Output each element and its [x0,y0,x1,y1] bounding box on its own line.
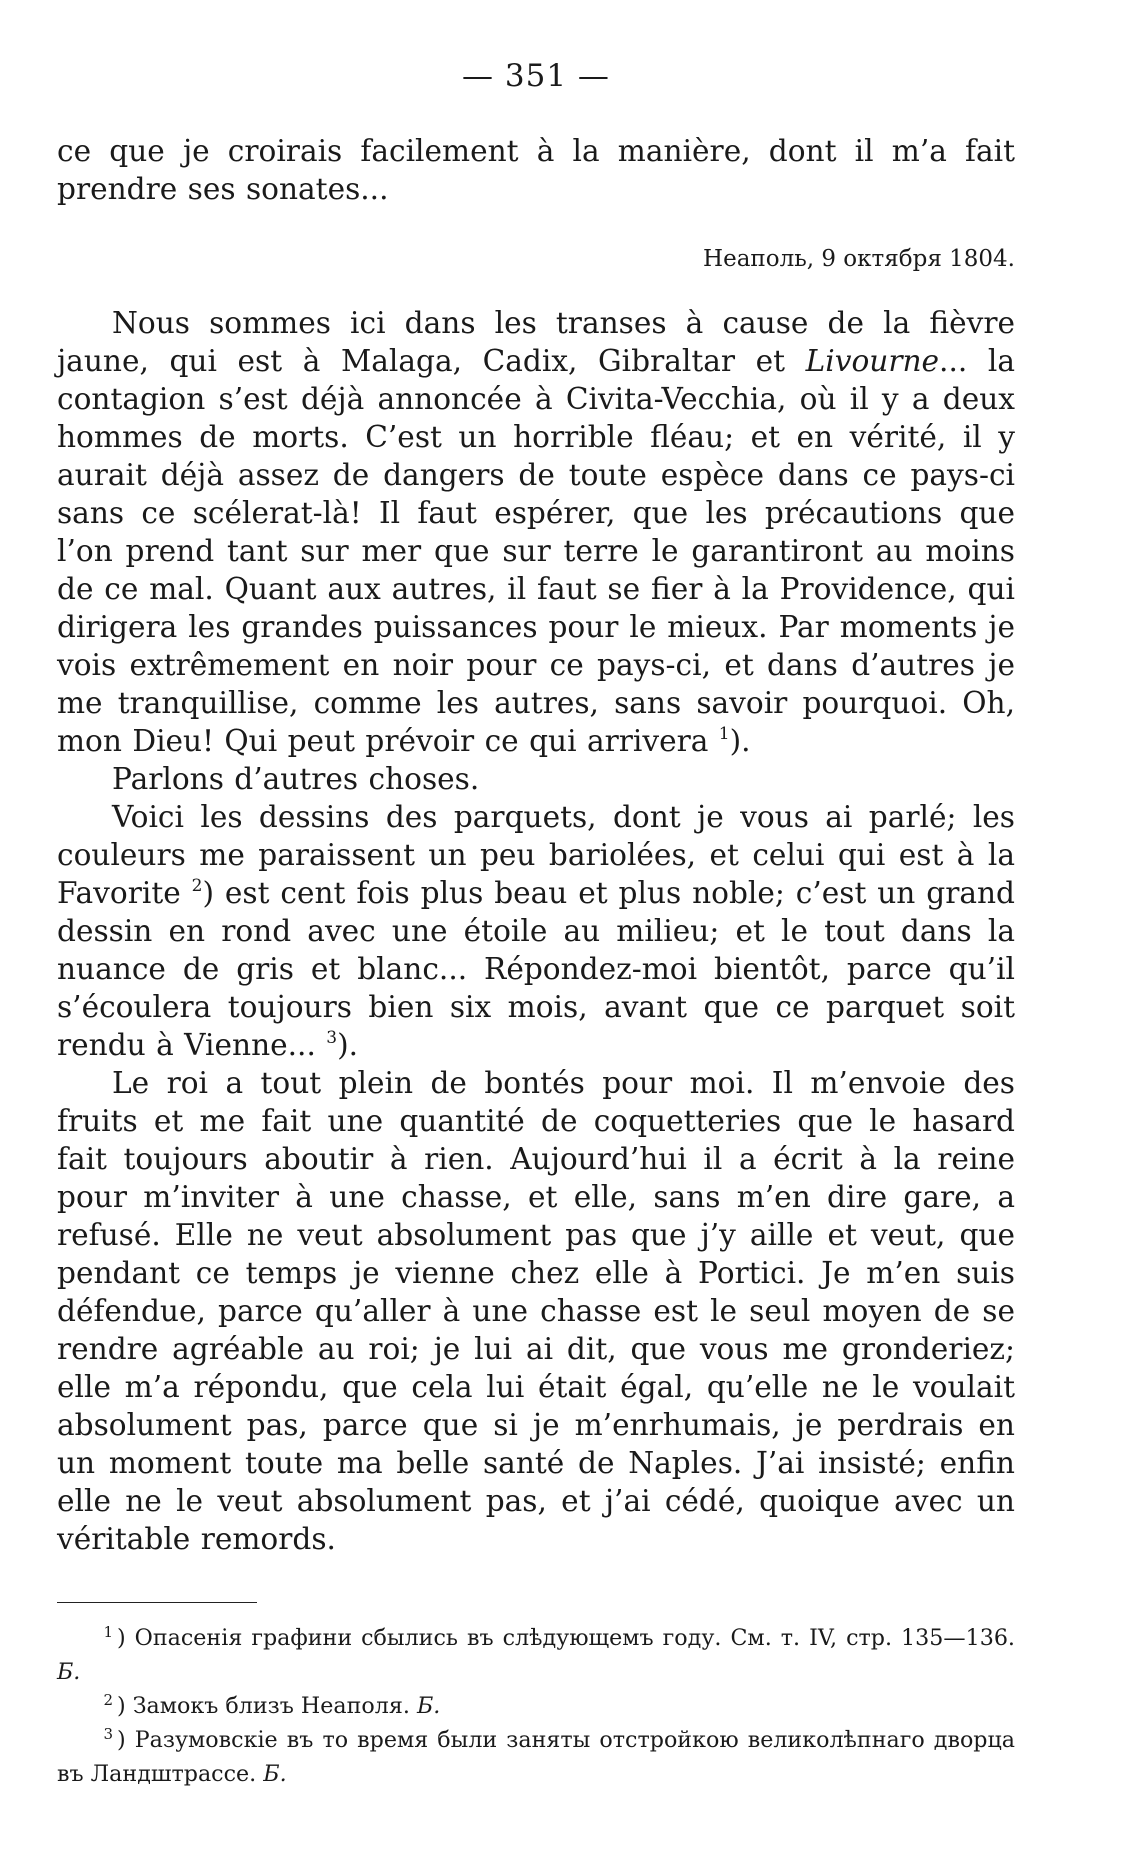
text-run: ... la contagion s’est déjà annoncée à Civita-Vecchia, où il y a deux hommes de morts. C’est un horrible fléau; et en vérité, il y aurait déjà assez de dangers de toute espèce dans ce pays-ci sans ce scélerat-là! Il faut espérer, que les précautions que l’on prend tant sur mer que sur terre le garantiront au moins de ce mal. Quant aux autres, il faut se fier à la Providence, qui dirigera les grandes puissances pour le mieux. Par moments je vois extrêmement en noir pour ce pays-ci, et dans d’autres je me tranquillise, comme les autres, sans savoir pourquoi. Oh, mon Dieu! Qui peut prévoir ce qui arrivera [57,344,1015,758]
footnote-number: 1 [103,1623,113,1641]
footnote-text: ) Опасенія графини сбылись въ слѣдующемъ году. См. т. IV, стр. 135—136. [117,1625,1015,1651]
footnote-reference: 1 [718,724,730,744]
text-run: ). [729,724,751,758]
footnote-number: 2 [103,1691,113,1709]
paragraph-parquets [57,798,1015,1064]
page-number: — 351 — [462,58,610,94]
footnote-1 [57,1621,1015,1689]
text-run: Nous sommes ici dans les transes à cause de la fièvre jaune, qui est à Malaga, Cadix, Gibraltar et [57,306,1015,378]
footnote-reference: 2 [191,876,203,896]
paragraph-yellow-fever [57,304,1015,760]
footnote-2 [57,1689,1015,1723]
italic-place-name: Livourne [805,344,940,378]
footnote-signature: Б. [263,1761,287,1787]
footnote-reference: 3 [326,1028,338,1048]
footnote-text: ) Замокъ близъ Неаполя. [117,1693,417,1719]
footnote-3 [57,1723,1015,1791]
footnote-marker [57,1723,117,1757]
footnote-signature: Б. [57,1659,81,1685]
footnote-number: 3 [103,1725,113,1743]
footnote-marker [57,1621,117,1655]
paragraph-other-things: Parlons d’autres choses. [112,762,480,796]
text-run: ). [337,1028,359,1062]
footnote-text: ) Разумовскіе въ то время были заняты отстройкою великолѣпнаго дворца въ Ландштрассе. [57,1727,1015,1787]
book-page [57,58,1015,1791]
text-run: ) est cent fois plus beau et plus noble; c’est un grand dessin en rond avec une étoile au milieu; et le tout dans la nuance de gris et blanc... Répondez-moi bientôt, parce qu’il s’écoulera toujours bien six mois, avant que ce parquet soit rendu à Vienne... [57,876,1015,1062]
paragraph-continuation: ce que je croirais facilement à la manière, dont il m’a fait prendre ses sonates... [57,134,1015,206]
footnote-signature: Б. [416,1693,441,1719]
paragraph-king: Le roi a tout plein de bontés pour moi. Il m’envoie des fruits et me fait une quantité de coquetteries que le hasard fait toujours aboutir à rien. Aujourd’hui il a écrit à la reine pour m’inviter à une chasse, et elle, sans m’en dire gare, a refusé. Elle ne veut absolument pas que j’y aille et veut, que pendant ce temps je vienne chez elle à Portici. Je m’en suis défendue, parce qu’aller à une chasse est le seul moyen de se rendre agréable au roi; je lui ai dit, que vous me gronderiez; elle m’a répondu, que cela lui était égal, qu’elle ne le voulait absolument pas, parce que si je m’enrhumais, je perdrais en un moment toute ma belle santé de Naples. J’ai insisté; enfin elle ne le veut absolument pas, et j’ai cédé, quoique avec un véritable remords. [57,1066,1015,1556]
footnotes [57,1621,1015,1791]
footnote-divider [57,1602,257,1603]
text-run: Voici les dessins des parquets, dont je vous ai parlé; les couleurs me paraissent un peu bariolées, et celui qui est à la Favorite [57,800,1015,910]
footnote-marker [57,1689,117,1723]
letter-dateline: Неаполь, 9 октября 1804. [703,246,1015,272]
